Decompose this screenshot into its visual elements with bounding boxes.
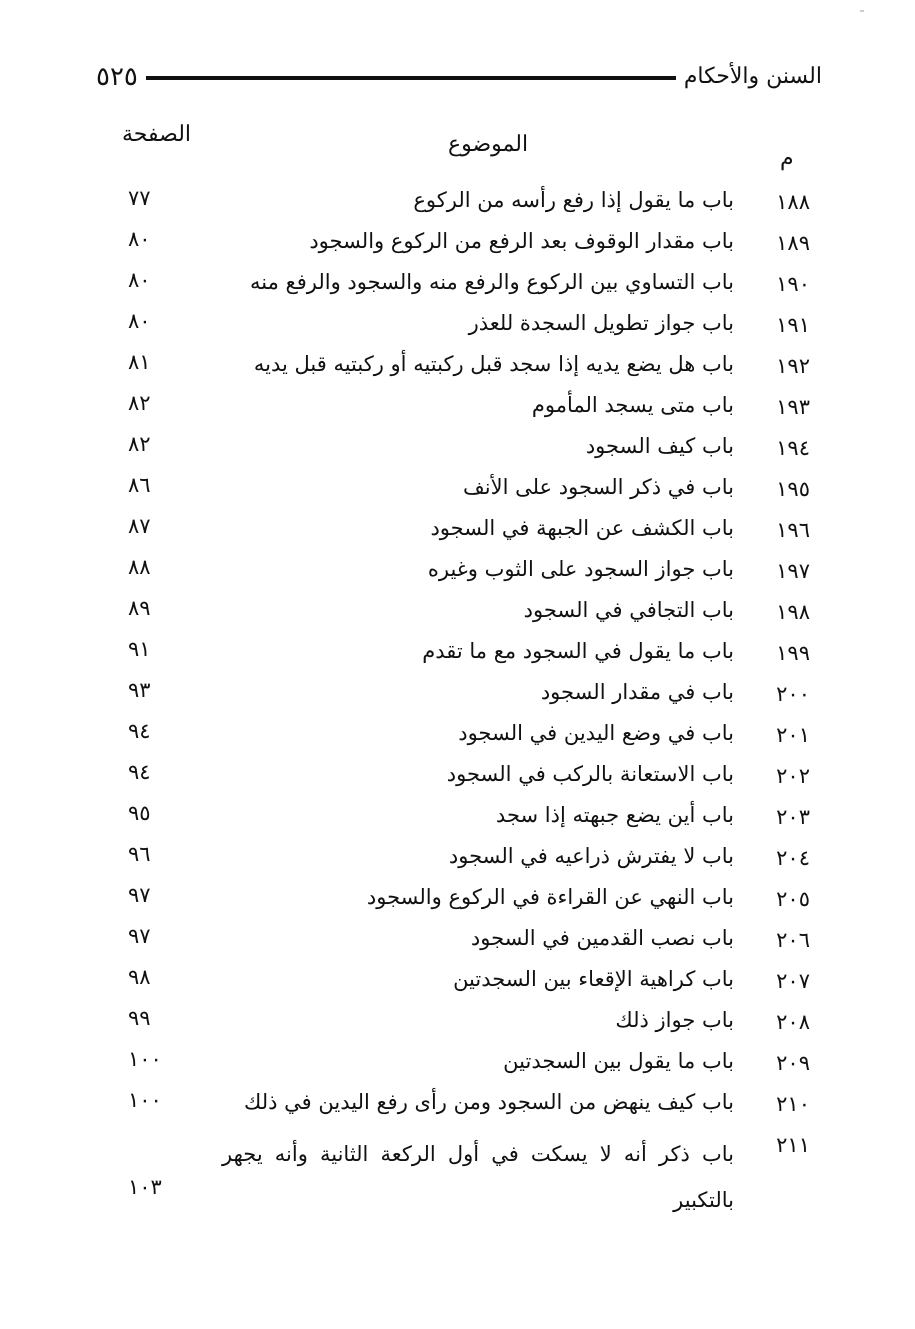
page-number: ٥٢٥ xyxy=(96,62,138,92)
entry-number: ١٩٦ xyxy=(776,518,810,542)
entry-number: ٢٠٥ xyxy=(776,887,810,911)
toc-entry xyxy=(100,309,820,349)
column-header-topic: الموضوع xyxy=(448,132,529,157)
header-rule xyxy=(146,76,676,80)
entry-title: باب جواز ذلك xyxy=(615,1008,734,1032)
toc-entry xyxy=(100,227,820,267)
toc-entry xyxy=(100,186,820,226)
entry-number: ١٨٨ xyxy=(776,190,810,214)
entry-page: ٩٤ xyxy=(128,760,151,784)
toc-entry xyxy=(100,391,820,431)
toc-entry xyxy=(100,432,820,472)
entry-number: ٢٠١ xyxy=(776,723,810,747)
entry-title: باب التجافي في السجود xyxy=(523,598,734,622)
toc-entry xyxy=(100,268,820,308)
entry-title: باب أين يضع جبهته إذا سجد xyxy=(495,803,734,827)
entry-title: باب ما يقول إذا رفع رأسه من الركوع xyxy=(413,188,734,212)
column-header-number: م xyxy=(780,146,794,171)
entry-number: ٢٠٦ xyxy=(776,928,810,952)
toc-entry xyxy=(100,1129,820,1219)
toc-entry xyxy=(100,596,820,636)
entry-page: ٨٦ xyxy=(128,473,151,497)
entry-number: ٢١١ xyxy=(776,1133,810,1157)
entry-title: باب متى يسجد المأموم xyxy=(531,393,734,417)
toc-entry xyxy=(100,678,820,718)
entry-title: باب في مقدار السجود xyxy=(540,680,734,704)
entry-page: ٨٢ xyxy=(128,391,151,415)
entry-page: ٨٠ xyxy=(128,309,151,333)
page-header xyxy=(88,58,826,98)
entry-number: ١٩٠ xyxy=(776,272,810,296)
entry-page: ٨٨ xyxy=(128,555,151,579)
entry-title: باب جواز السجود على الثوب وغيره xyxy=(427,557,734,581)
entry-page: ١٠٣ xyxy=(128,1175,162,1199)
toc-entry xyxy=(100,924,820,964)
entry-title: باب كيف ينهض من السجود ومن رأى رفع اليدين في ذلك xyxy=(244,1090,734,1114)
entry-title: باب الاستعانة بالركب في السجود xyxy=(446,762,734,786)
entry-page: ٨٧ xyxy=(128,514,151,538)
toc-entry xyxy=(100,801,820,841)
scan-speck xyxy=(860,10,864,12)
toc-entry xyxy=(100,473,820,513)
running-title: السنن والأحكام xyxy=(683,64,822,89)
entry-number: ٢١٠ xyxy=(776,1092,810,1116)
entry-title: باب في وضع اليدين في السجود xyxy=(458,721,734,745)
entry-page: ٧٧ xyxy=(128,186,151,210)
entry-number: ١٩٩ xyxy=(776,641,810,665)
entry-page: ٩٤ xyxy=(128,719,151,743)
entry-title: باب ما يقول بين السجدتين xyxy=(503,1049,734,1073)
toc-entry xyxy=(100,842,820,882)
entry-page: ١٠٠ xyxy=(128,1088,162,1112)
entry-title: باب ذكر أنه لا يسكت في أول الركعة الثانية وأنه يجهر بالتكبير xyxy=(222,1142,734,1212)
entry-title: باب لا يفترش ذراعيه في السجود xyxy=(448,844,734,868)
entry-number: ٢٠٨ xyxy=(776,1010,810,1034)
column-header-page: الصفحة xyxy=(122,122,192,147)
toc-entry xyxy=(100,555,820,595)
entry-number: ١٩٨ xyxy=(776,600,810,624)
entry-page: ٨٩ xyxy=(128,596,151,620)
entry-number: ١٩٣ xyxy=(776,395,810,419)
entry-title: باب كراهية الإقعاء بين السجدتين xyxy=(453,967,734,991)
entry-page: ٨٢ xyxy=(128,432,151,456)
entry-number: ٢٠٢ xyxy=(776,764,810,788)
entry-number: ١٨٩ xyxy=(776,231,810,255)
entry-page: ٨٠ xyxy=(128,227,151,251)
entry-title: باب هل يضع يديه إذا سجد قبل ركبتيه أو ركبتيه قبل يديه xyxy=(253,352,734,376)
entry-page: ٩٥ xyxy=(128,801,151,825)
entry-page: ٨٠ xyxy=(128,268,151,292)
entry-page: ٩٨ xyxy=(128,965,151,989)
toc-entry xyxy=(100,514,820,554)
toc-entry xyxy=(100,965,820,1005)
toc-entry xyxy=(100,637,820,677)
entry-title: باب كيف السجود xyxy=(585,434,734,458)
entry-page: ١٠٠ xyxy=(128,1047,162,1071)
entry-page: ٩٣ xyxy=(128,678,151,702)
entry-page: ٨١ xyxy=(128,350,151,374)
entry-title: باب التساوي بين الركوع والرفع منه والسجود والرفع منه xyxy=(250,270,734,294)
entry-title: باب الكشف عن الجبهة في السجود xyxy=(430,516,734,540)
entry-number: ١٩١ xyxy=(776,313,810,337)
toc-entry xyxy=(100,719,820,759)
toc-entry xyxy=(100,760,820,800)
entry-number: ٢٠٧ xyxy=(776,969,810,993)
toc-entry xyxy=(100,1088,820,1128)
entry-page: ٩٦ xyxy=(128,842,151,866)
entry-number: ٢٠٩ xyxy=(776,1051,810,1075)
entry-number: ٢٠٣ xyxy=(776,805,810,829)
entry-title: باب النهي عن القراءة في الركوع والسجود xyxy=(366,885,734,909)
entry-title: باب ما يقول في السجود مع ما تقدم xyxy=(422,639,734,663)
entry-page: ٩٧ xyxy=(128,924,151,948)
entry-title: باب نصب القدمين في السجود xyxy=(470,926,734,950)
entry-number: ٢٠٠ xyxy=(776,682,810,706)
entry-title: باب في ذكر السجود على الأنف xyxy=(463,475,734,499)
toc-entry xyxy=(100,350,820,390)
entry-number: ١٩٥ xyxy=(776,477,810,501)
entry-page: ٩٧ xyxy=(128,883,151,907)
toc-entry xyxy=(100,1047,820,1087)
entry-number: ٢٠٤ xyxy=(776,846,810,870)
entry-page: ٩٩ xyxy=(128,1006,151,1030)
entry-page: ٩١ xyxy=(128,637,151,661)
entry-number: ١٩٤ xyxy=(776,436,810,460)
entry-number: ١٩٢ xyxy=(776,354,810,378)
entry-number: ١٩٧ xyxy=(776,559,810,583)
entry-title: باب جواز تطويل السجدة للعذر xyxy=(468,311,734,335)
toc-entry xyxy=(100,883,820,923)
toc-entry xyxy=(100,1006,820,1046)
entry-title: باب مقدار الوقوف بعد الرفع من الركوع والسجود xyxy=(309,229,734,253)
